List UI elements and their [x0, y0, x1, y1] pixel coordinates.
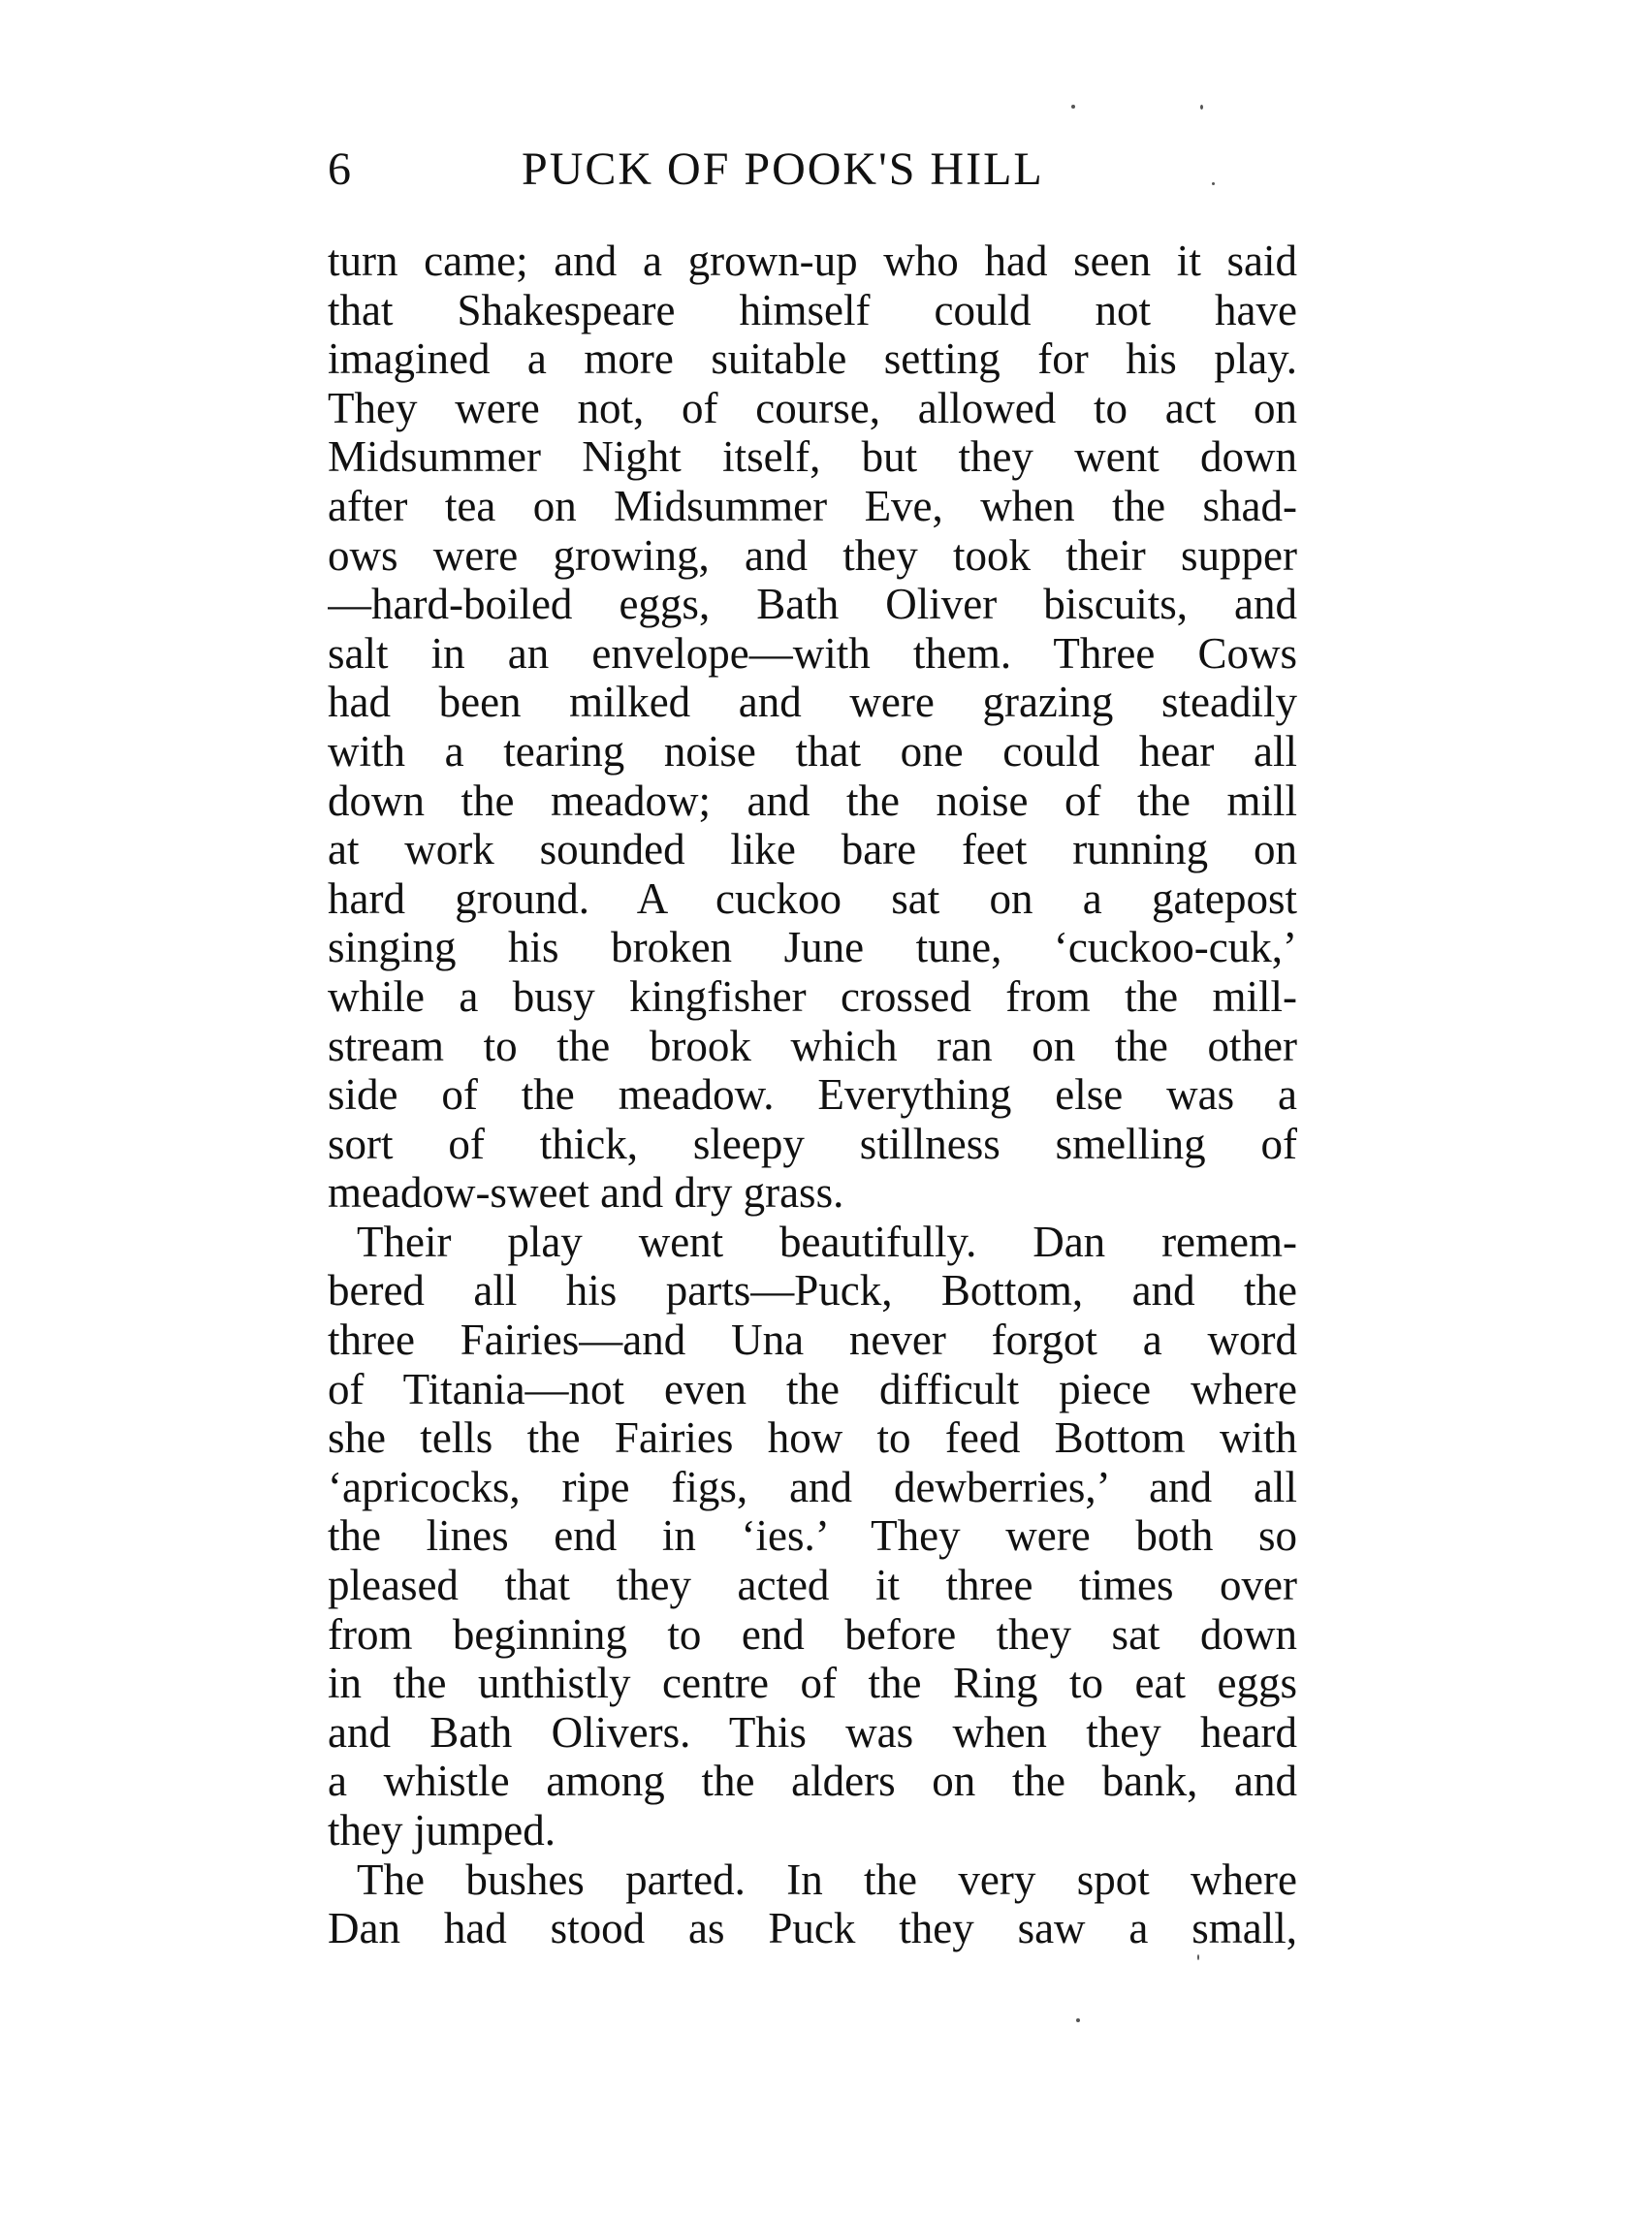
body-text [328, 237, 1297, 1953]
text-line: from beginning to end before they sat down [328, 1609, 1297, 1659]
scan-speck [1212, 182, 1215, 185]
text-line: she tells the Fairies how to feed Bottom with [328, 1413, 1297, 1463]
text-line: three Fairies—and Una never forgot a word [328, 1316, 1297, 1365]
text-line: at work sounded like bare feet running on [328, 825, 1297, 874]
text-line: side of the meadow. Everything else was a [328, 1070, 1297, 1120]
text-line: that Shakespeare himself could not have [328, 285, 1297, 334]
text-line: the lines end in ‘ies.’ They were both so [328, 1511, 1297, 1561]
scan-speck [1071, 105, 1075, 109]
text-line: down the meadow; and the noise of the mill [328, 776, 1297, 825]
text-line: Their play went beautifully. Dan remem- [357, 1217, 1297, 1266]
text-line: They were not, of course, allowed to act on [328, 383, 1297, 432]
text-line: in the unthistly centre of the Ring to eat eggs [328, 1659, 1297, 1708]
text-line: with a tearing noise that one could hear all [328, 726, 1297, 776]
text-line: and Bath Olivers. This was when they heard [328, 1707, 1297, 1757]
text-line: turn came; and a grown-up who had seen it said [328, 237, 1297, 285]
scan-speck [1197, 1954, 1199, 1960]
text-line: had been milked and were grazing steadily [328, 678, 1297, 727]
text-line: while a busy kingfisher crossed from the mill- [328, 971, 1297, 1021]
text-line: hard ground. A cuckoo sat on a gatepost [328, 873, 1297, 923]
scan-speck [1200, 105, 1203, 110]
text-line: meadow-sweet and dry grass. [328, 1168, 844, 1218]
text-line: after tea on Midsummer Eve, when the shad- [328, 481, 1297, 530]
text-line: ‘apricocks, ripe figs, and dewberries,’ and all [328, 1462, 1297, 1511]
text-line: a whistle among the alders on the bank, and [328, 1757, 1297, 1806]
text-line: pleased that they acted it three times over [328, 1561, 1297, 1610]
text-line: ows were growing, and they took their supper [328, 530, 1297, 580]
text-line: stream to the brook which ran on the other [328, 1021, 1297, 1070]
text-line: imagined a more suitable setting for his play. [328, 334, 1297, 384]
text-line: they jumped. [328, 1806, 556, 1855]
text-line: bered all his parts—Puck, Bottom, and the [328, 1266, 1297, 1316]
book-title: PUCK OF POOK'S HILL [522, 143, 1044, 195]
text-line: Midsummer Night itself, but they went down [328, 432, 1297, 482]
text-line: of Titania—not even the difficult piece where [328, 1364, 1297, 1413]
text-line: Dan had stood as Puck they saw a small, [328, 1904, 1297, 1953]
text-line: —hard-boiled eggs, Bath Oliver biscuits, and [328, 580, 1297, 629]
page-number: 6 [328, 143, 352, 195]
text-line: The bushes parted. In the very spot where [357, 1855, 1297, 1904]
text-line: singing his broken June tune, ‘cuckoo-cuk,’ [328, 923, 1297, 972]
scan-speck [1076, 2018, 1080, 2022]
running-head [328, 136, 1297, 204]
text-line: salt in an envelope—with them. Three Cows [328, 628, 1297, 678]
text-line: sort of thick, sleepy stillness smelling of [328, 1119, 1297, 1168]
